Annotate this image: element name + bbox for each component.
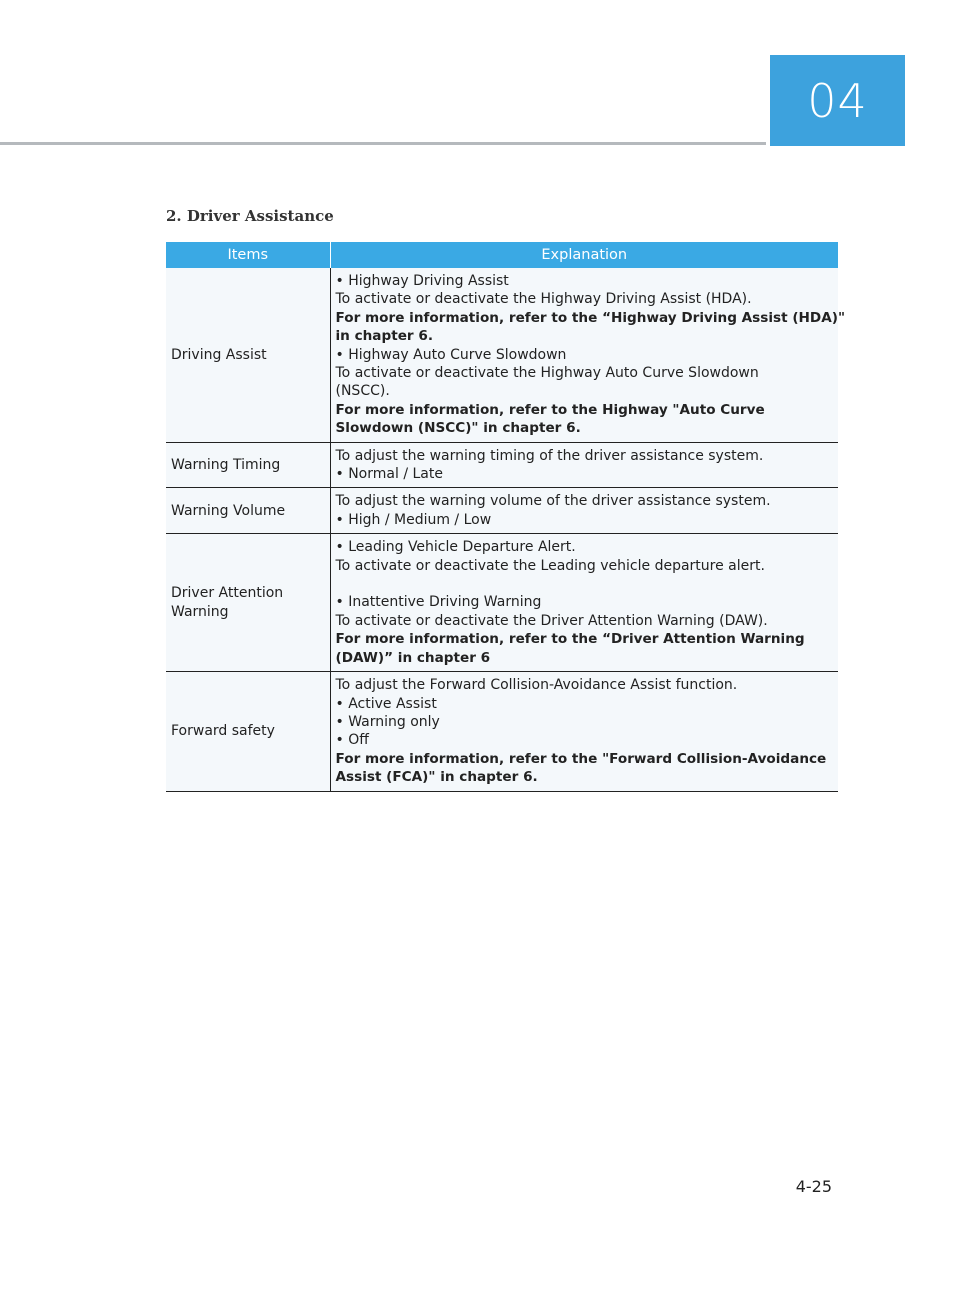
blank-line: [336, 575, 835, 593]
table-header-row: [166, 242, 838, 268]
item-cell: Driver Attention Warning: [166, 534, 330, 672]
item-cell: Warning Volume: [166, 488, 330, 534]
reference-note: For more information, refer to the “Driver Attention Warning: [335, 631, 805, 648]
page-number: 4-25: [795, 1177, 832, 1196]
explanation-line: To activate or deactivate the Leading vehicle departure alert.: [335, 557, 765, 574]
explanation-line: • Highway Auto Curve Slowdown: [335, 346, 567, 363]
explanation-line: To adjust the Forward Collision-Avoidance Assist function.: [335, 677, 738, 694]
column-header-explanation: Explanation: [330, 242, 838, 268]
item-cell: Driving Assist: [166, 268, 330, 442]
explanation-line: • Normal / Late: [335, 466, 443, 483]
explanation-cell: [330, 672, 838, 791]
explanation-line: • Off: [335, 732, 369, 749]
explanation-line: To activate or deactivate the Highway Auto Curve Slowdown: [335, 365, 759, 382]
column-header-items: Items: [166, 242, 330, 268]
explanation-cell: [330, 534, 838, 672]
explanation-cell: [330, 442, 838, 488]
table-row: [166, 672, 838, 791]
chapter-tab: 04: [770, 55, 905, 146]
explanation-line: To adjust the warning volume of the driver assistance system.: [335, 493, 771, 510]
table-row: [166, 268, 838, 442]
table-row: [166, 442, 838, 488]
reference-note: For more information, refer to the Highway "Auto Curve: [335, 401, 765, 418]
reference-note: For more information, refer to the "Forward Collision-Avoidance: [335, 750, 827, 767]
explanation-line: To adjust the warning timing of the driver assistance system.: [335, 447, 764, 464]
item-cell: Forward safety: [166, 672, 330, 791]
explanation-line: • High / Medium / Low: [335, 511, 492, 528]
explanation-line: • Inattentive Driving Warning: [335, 594, 542, 611]
reference-note: (DAW)” in chapter 6: [335, 649, 491, 666]
explanation-line: To activate or deactivate the Driver Attention Warning (DAW).: [335, 612, 768, 629]
explanation-line: • Warning only: [335, 713, 440, 730]
reference-note: For more information, refer to the “Highway Driving Assist (HDA)": [335, 309, 846, 326]
reference-note: in chapter 6.: [335, 328, 433, 345]
explanation-cell: [330, 268, 846, 442]
settings-table: [166, 242, 846, 792]
explanation-cell: [330, 488, 838, 534]
explanation-line: To activate or deactivate the Highway Driving Assist (HDA).: [335, 291, 752, 308]
explanation-line: • Highway Driving Assist: [335, 273, 509, 289]
reference-note: Assist (FCA)" in chapter 6.: [335, 769, 538, 786]
table-row: [166, 534, 838, 672]
table-body: [166, 268, 846, 791]
explanation-line: • Active Assist: [335, 695, 437, 712]
explanation-line: (NSCC).: [335, 383, 390, 400]
header-rule: [0, 142, 766, 145]
section-title: 2. Driver Assistance: [166, 207, 334, 225]
table-row: [166, 488, 838, 534]
reference-note: Slowdown (NSCC)" in chapter 6.: [335, 420, 581, 437]
explanation-line: • Leading Vehicle Departure Alert.: [335, 539, 576, 556]
item-cell: Warning Timing: [166, 442, 330, 488]
